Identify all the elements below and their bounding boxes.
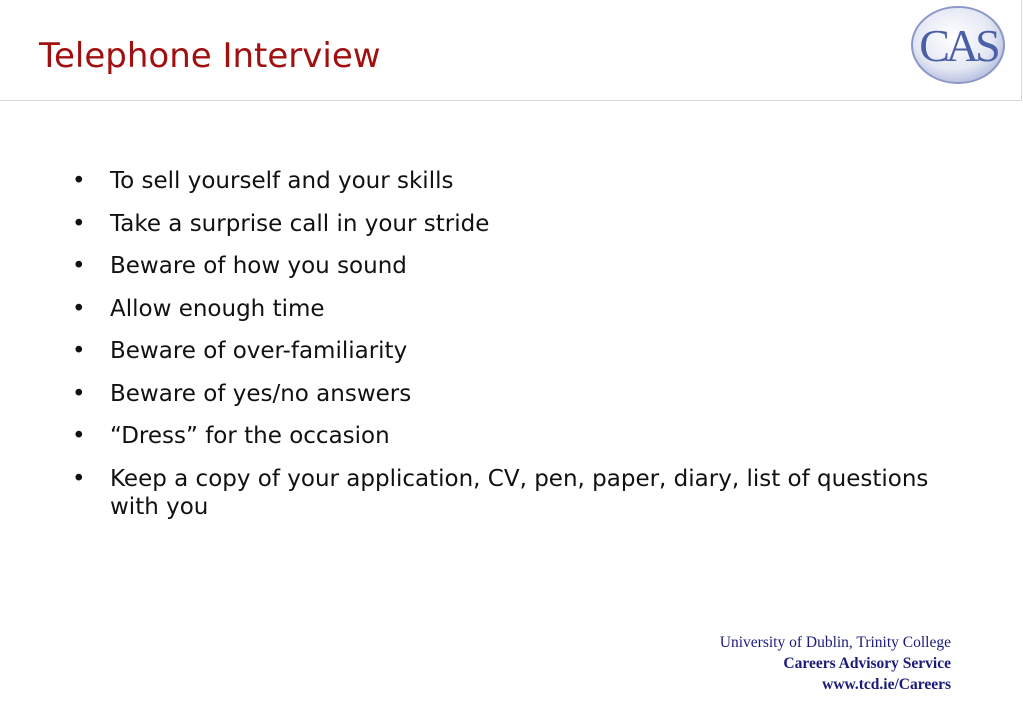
bullet-text: Keep a copy of your application, CV, pen, paper, diary, list of questions with you (110, 465, 929, 520)
bullet-item (72, 337, 952, 365)
bullet-dot: • (72, 380, 86, 407)
slide-header (0, 0, 1022, 101)
footer-service: Careers Advisory Service (783, 655, 951, 672)
bullet-list (72, 167, 952, 535)
bullet-item (72, 465, 952, 521)
bullet-text: To sell yourself and your skills (110, 168, 454, 194)
bullet-dot: • (72, 210, 86, 237)
bullet-text: Take a surprise call in your stride (110, 210, 490, 237)
bullet-text: “Dress” for the occasion (110, 423, 390, 449)
bullet-text: Beware of over-familiarity (110, 338, 408, 364)
footer-url: www.tcd.ie/Careers (822, 676, 951, 693)
logo-text: CAS (919, 20, 997, 71)
footer-university: University of Dublin, Trinity College (719, 634, 951, 651)
bullet-item (72, 210, 952, 238)
cas-logo (908, 3, 1008, 87)
bullet-dot: • (72, 253, 86, 279)
bullet-dot: • (72, 423, 86, 449)
bullet-item (72, 380, 952, 408)
bullet-dot: • (72, 168, 86, 194)
slide-title: Telephone Interview (39, 36, 381, 76)
bullet-item (72, 252, 952, 280)
bullet-dot: • (72, 338, 86, 364)
slide-footer (720, 632, 951, 695)
bullet-dot: • (72, 295, 86, 322)
bullet-text: Beware of how you sound (110, 253, 407, 279)
bullet-item (72, 422, 952, 450)
bullet-text: Beware of yes/no answers (110, 380, 412, 407)
bullet-dot: • (72, 465, 86, 492)
bullet-item (72, 167, 952, 195)
bullet-text: Allow enough time (110, 295, 325, 322)
bullet-item (72, 295, 952, 323)
